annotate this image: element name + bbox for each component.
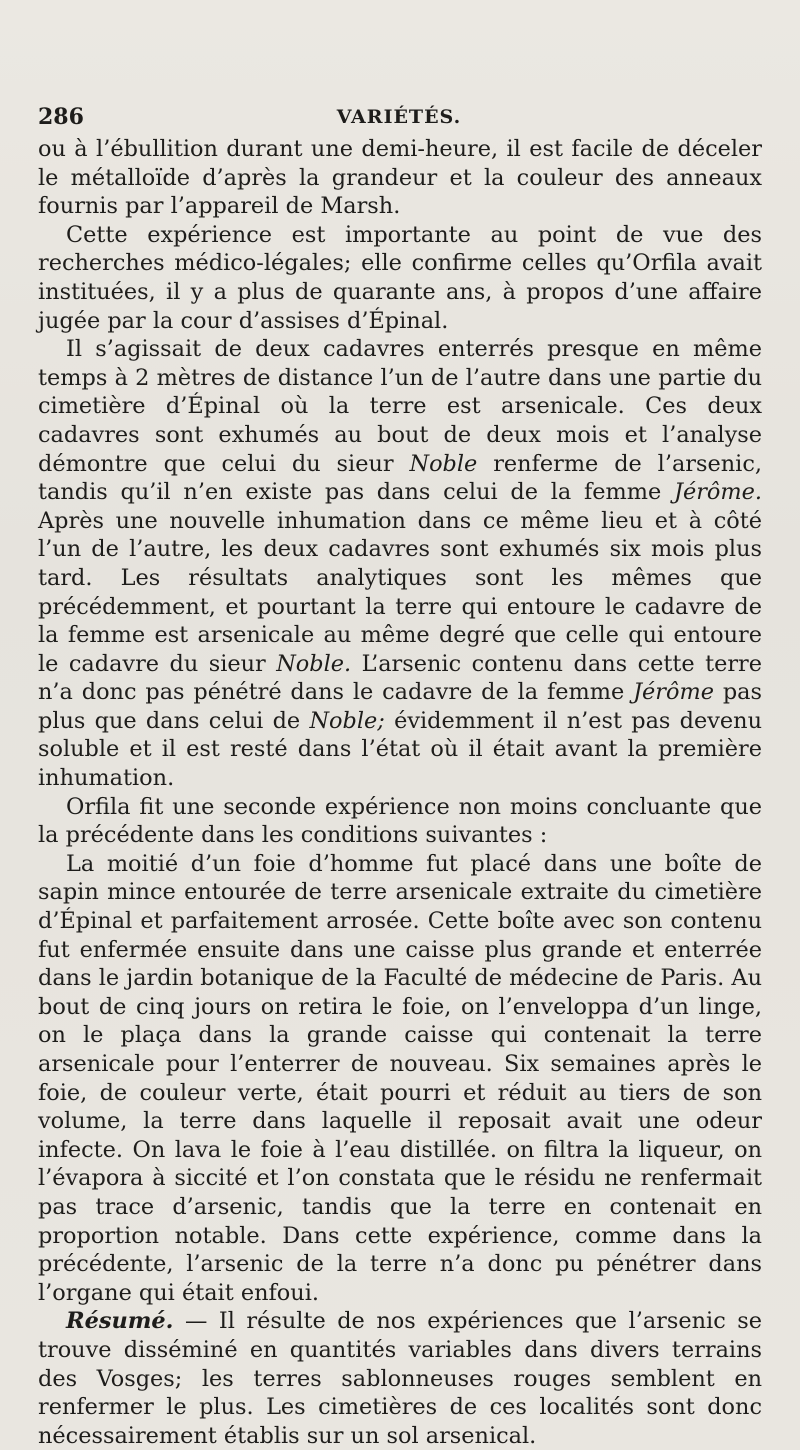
italic-name: Noble; xyxy=(309,707,385,734)
page-number: 286 xyxy=(38,104,84,130)
body-text xyxy=(38,135,762,1450)
page-header xyxy=(38,100,760,134)
text-run: Après une nouvelle inhumation dans ce même lieu et à côté l’un de l’autre, les deux cadavres sont exhumés six mois plus tard. Les résultats analytiques sont les mêmes que précédemment, et pourtant la terre qui entoure le cadavre de la femme est arsenicale au même degré que celle qui entoure le cadavre du sieur xyxy=(38,507,762,677)
text-run: évidemment il n’est pas devenu soluble et il est resté dans l’état où il était avant la première inhumation. xyxy=(38,707,762,792)
text-run: pas plus que dans celui de xyxy=(38,679,762,734)
text-run: L’arsenic contenu dans cette terre n’a donc pas pénétré dans le cadavre de la femme xyxy=(38,650,762,706)
text-run: renferme de l’arsenic, tandis qu’il n’en existe pas dans celui de la femme xyxy=(38,450,762,506)
text-run: — Il résulte de nos expériences que l’arsenic se trouve disséminé en quantités variables dans divers terrains des Vosges; les terres sablonneuses rouges semblent en renfermer le plus. Les cimetières de ces localités sont donc nécessairement établis sur un sol arsenical. xyxy=(38,1308,762,1449)
paragraph xyxy=(38,850,762,1308)
paragraph xyxy=(38,221,762,335)
summary-heading: Résumé. xyxy=(66,1308,174,1335)
text-run: Cette expérience est importante au point de vue des recherches médico-légales; elle confirme celles qu’Orfila avait instituées, il y a plus de quarante ans, à propos d’une affaire jugée par la cour d’assises d’Épinal. xyxy=(38,221,762,334)
paragraph xyxy=(38,793,762,850)
running-title: VARIÉTÉS. xyxy=(336,106,462,128)
paragraph xyxy=(38,1307,762,1450)
italic-name: Noble. xyxy=(276,650,352,677)
italic-name: Jérôme. xyxy=(673,479,762,506)
italic-name: Jérôme xyxy=(633,679,714,706)
text-run: ou à l’ébullition durant une demi-heure, il est facile de déceler le métalloïde d’après la grandeur et la couleur des anneaux fournis par l’appareil de Marsh. xyxy=(38,136,762,220)
text-run: Orfila fit une seconde expérience non moins concluante que la précédente dans les conditions suivantes : xyxy=(38,793,762,849)
paragraph xyxy=(38,135,762,221)
paragraph xyxy=(38,335,762,793)
text-run: La moitié d’un foie d’homme fut placé dans une boîte de sapin mince entourée de terre arsenicale extraite du cimetière d’Épinal et parfaitement arrosée. Cette boîte avec son contenu fut enfermée ensuite dans une caisse plus grande et enterrée dans le jardin botanique de la Faculté de médecine de Paris. Au bout de cinq jours on retira le foie, on l’enveloppa d’un linge, on le plaça dans la grande caisse qui contenait la terre arsenicale pour l’enterrer de nouveau. Six semaines après le foie, de couleur verte, était pourri et réduit au tiers de son volume, la terre dans laquelle il reposait avait une odeur infecte. On lava le foie à l’eau distillée. on filtra la liqueur, on l’évapora à siccité et l’on constata que le résidu ne renfermait pas trace d’arsenic, tandis que la terre en contenait en proportion notable. Dans cette expérience, comme dans la précédente, l’arsenic de la terre n’a donc pu pénétrer dans l’organe qui était enfoui. xyxy=(38,850,762,1306)
text-run: Il s’agissait de deux cadavres enterrés presque en même temps à 2 mètres de distance l’un de l’autre dans une partie du cimetière d’Épinal où la terre est arsenicale. Ces deux cadavres sont exhumés au bout de deux mois et l’analyse démontre que celui du sieur xyxy=(38,336,762,477)
italic-name: Noble xyxy=(409,450,478,477)
